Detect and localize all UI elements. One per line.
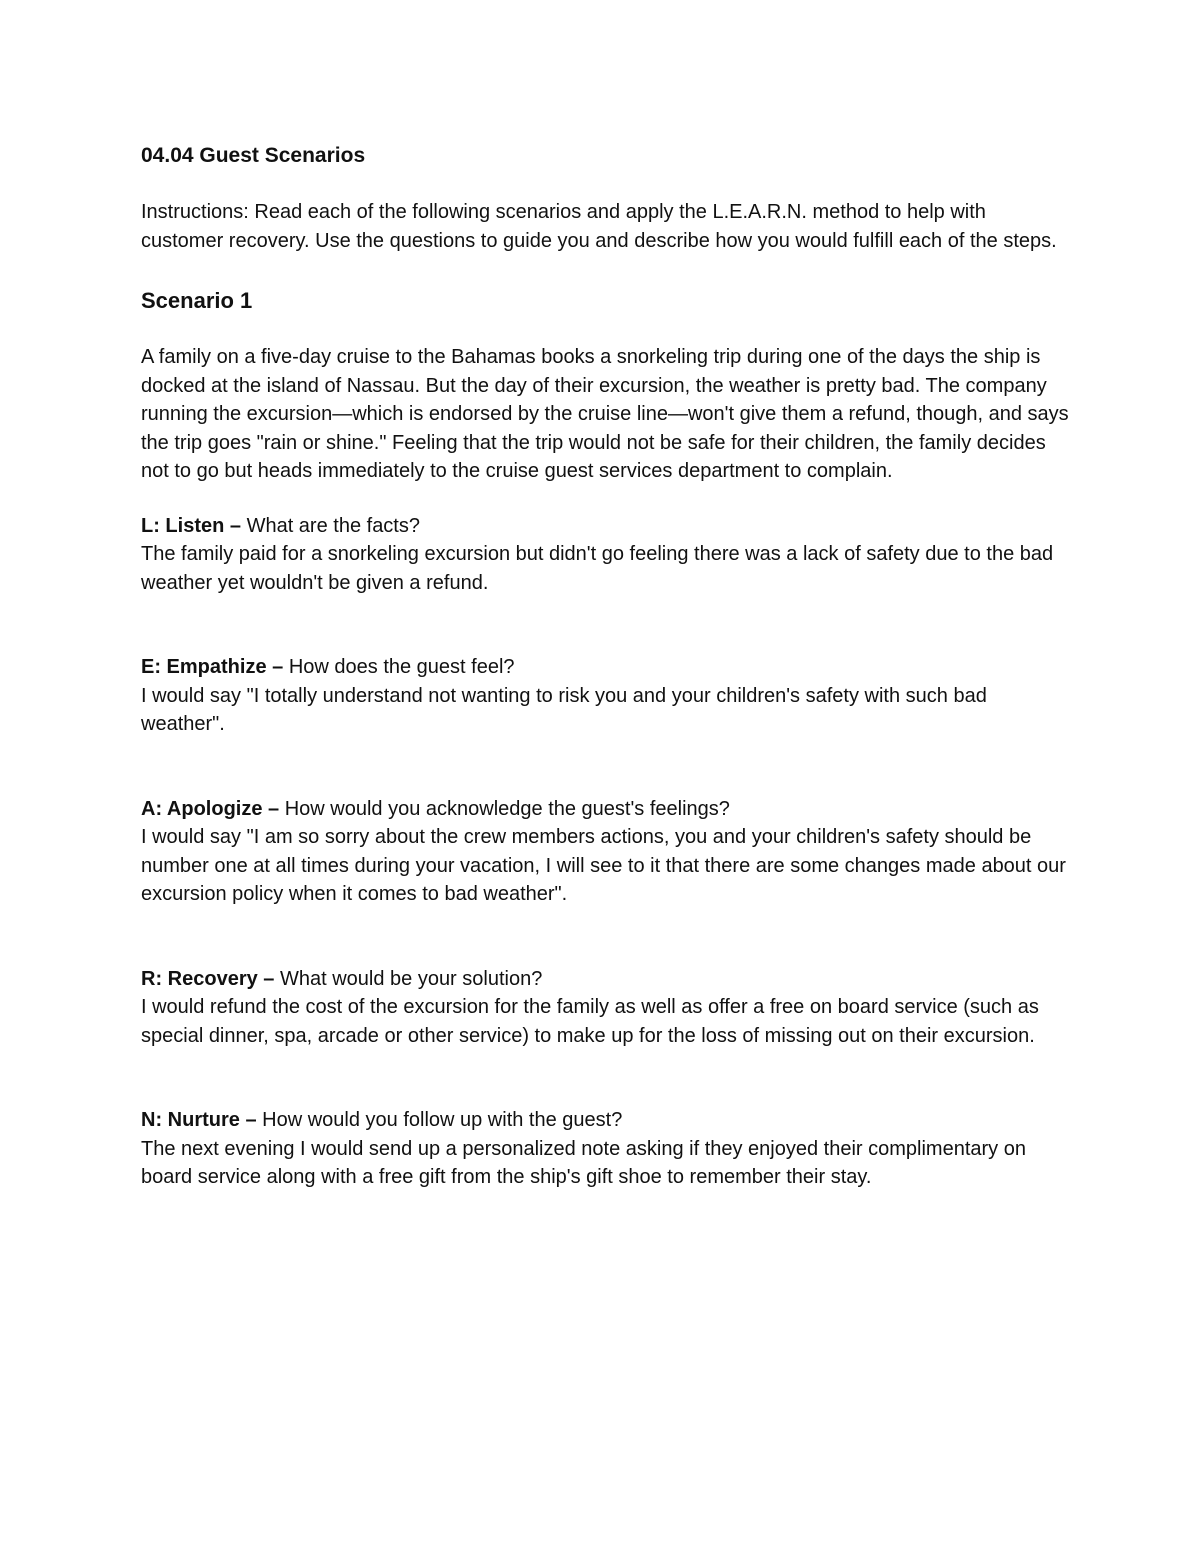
- step-label: R: Recovery –: [141, 967, 275, 990]
- step-heading: [141, 965, 1071, 994]
- step-label: A: Apologize –: [141, 797, 280, 820]
- step-heading: [141, 1106, 1071, 1135]
- step-heading: [141, 795, 1071, 824]
- step-question: How would you acknowledge the guest's feelings?: [279, 797, 730, 820]
- step-question: How does the guest feel?: [283, 656, 515, 678]
- step-listen: [141, 512, 1071, 598]
- document-page: [141, 140, 1071, 1248]
- step-recovery: [141, 965, 1071, 1051]
- step-answer: I would refund the cost of the excursion for the family as well as offer a free on board service (such as special dinner, spa, arcade or other service) to make up for the loss of missing out on their excursion.: [141, 996, 1039, 1047]
- step-label: N: Nurture –: [141, 1109, 257, 1131]
- step-label: E: Empathize –: [141, 656, 284, 678]
- step-heading: [141, 512, 1071, 541]
- document-title: 04.04 Guest Scenarios: [141, 144, 366, 167]
- step-nurture: [141, 1106, 1071, 1192]
- step-question: What are the facts?: [241, 514, 420, 537]
- step-heading: [141, 653, 1071, 682]
- scenario-description: A family on a five-day cruise to the Bahamas books a snorkeling trip during one of the days the ship is docked at the island of Nassau. But the day of their excursion, the weather is pretty bad. The company running the excursion—which is endorsed by the cruise line—won't give them a refund, though, and says the trip goes "rain or shine." Feeling that the trip would not be safe for their children, the family decides not to go but heads immediately to the cruise guest services department to complain.: [141, 346, 1069, 482]
- step-question: How would you follow up with the guest?: [256, 1109, 623, 1131]
- step-answer: I would say "I am so sorry about the crew members actions, you and your children's safety should be number one at all times during your vacation, I will see to it that there are some changes made about our excursion policy when it comes to bad weather".: [141, 826, 1066, 905]
- step-apologize: [141, 795, 1071, 909]
- step-empathize: [141, 653, 1071, 739]
- step-answer: I would say "I totally understand not wanting to risk you and your children's safety with such bad weather".: [141, 684, 987, 735]
- step-question: What would be your solution?: [274, 967, 543, 990]
- step-answer: The next evening I would send up a personalized note asking if they enjoyed their complimentary on board service along with a free gift from the ship's gift shoe to remember their stay.: [141, 1137, 1026, 1188]
- scenario-title: Scenario 1: [141, 288, 253, 313]
- step-label: L: Listen –: [141, 514, 242, 537]
- instructions-paragraph: Instructions: Read each of the following scenarios and apply the L.E.A.R.N. method to help with customer recovery. Use the questions to guide you and describe how you would fulfill each of the steps.: [141, 201, 1057, 252]
- step-answer: The family paid for a snorkeling excursion but didn't go feeling there was a lack of safety due to the bad weather yet wouldn't be given a refund.: [141, 543, 1054, 594]
